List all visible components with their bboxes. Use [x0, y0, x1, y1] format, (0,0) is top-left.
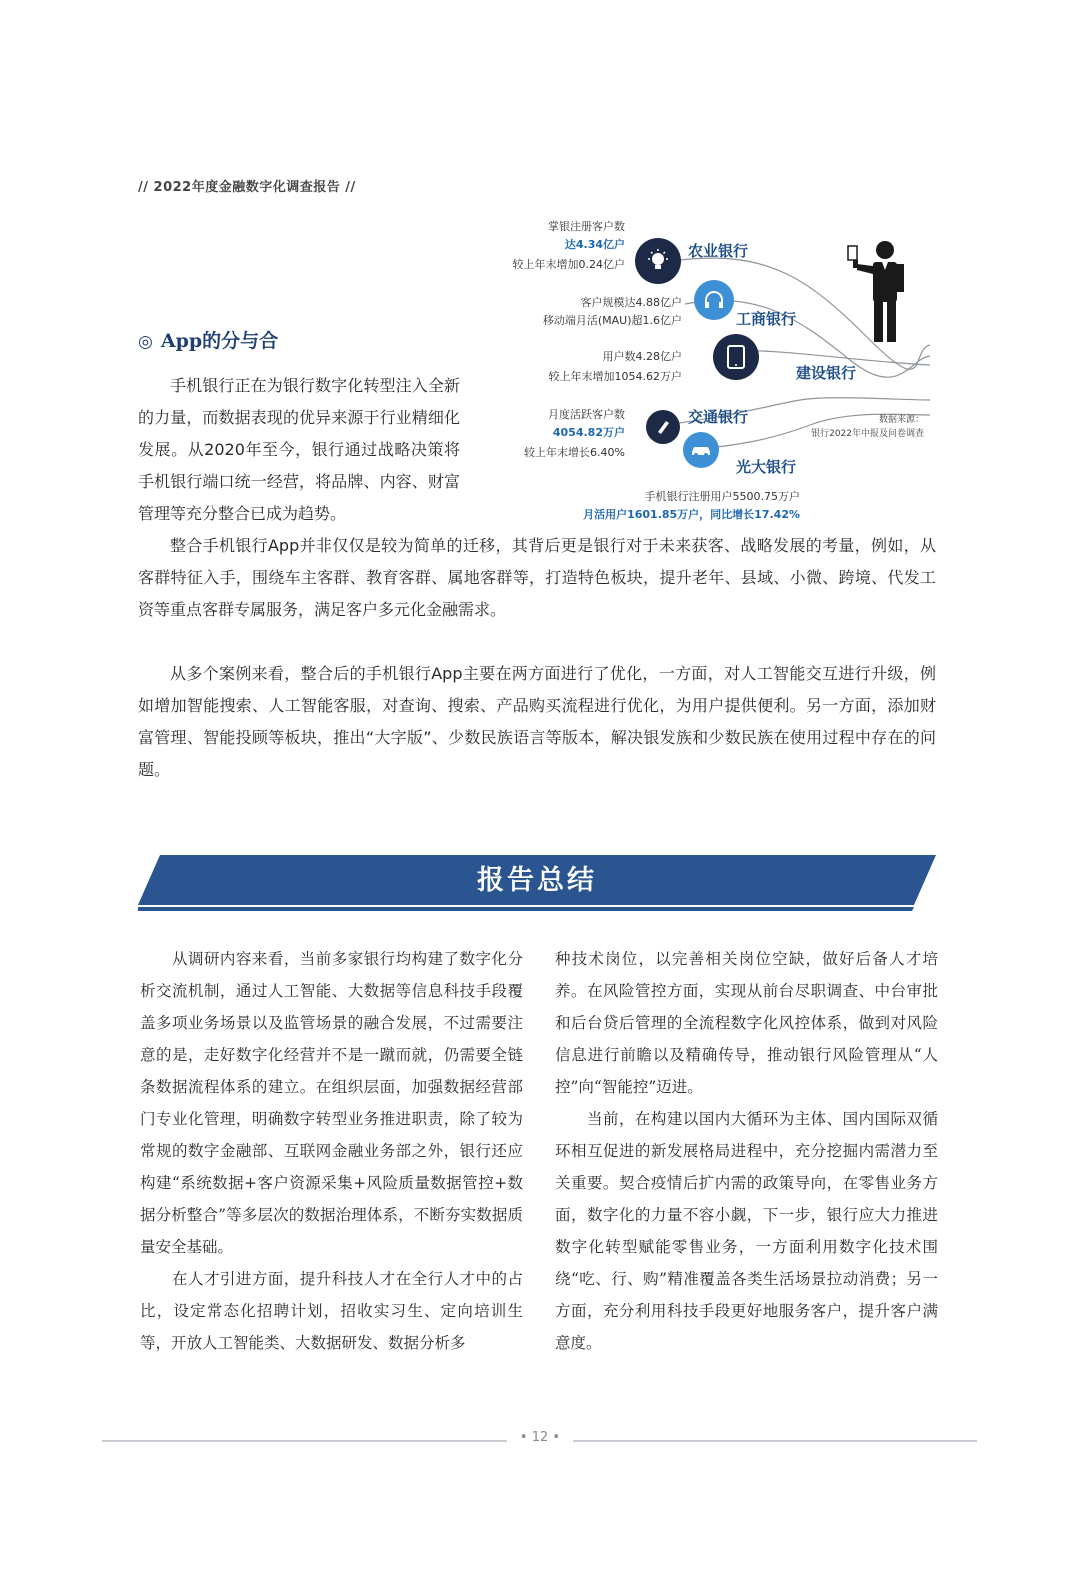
- report-header: // 2022年度金融数字化调查报告 //: [138, 180, 356, 195]
- source-text: 银行2022年中报及问卷调查: [811, 429, 924, 439]
- abc-line3: 较上年末增加0.24亿户: [512, 258, 625, 271]
- ceb-line1: 手机银行注册用户5500.75万户: [644, 490, 800, 503]
- pen-icon: [646, 410, 680, 444]
- bocom-line1: 月度活跃客户数: [548, 408, 625, 421]
- summary-column-right: [555, 943, 938, 1359]
- bocom-line2: 4054.82万户: [552, 426, 625, 439]
- bank-ceb: 光大银行: [736, 458, 797, 476]
- abc-line2: 达4.34亿户: [564, 238, 625, 251]
- car-icon: [683, 432, 719, 468]
- bank-abc: 农业银行: [688, 242, 749, 260]
- source-label: 数据来源：: [878, 415, 924, 425]
- summary-column-left: [140, 943, 523, 1359]
- footer-divider-left: [102, 1440, 507, 1442]
- summary-right-p2: 当前，在构建以国内大循环为主体、国内国际双循环相互促进的新发展格局进程中，充分挖掘内需潜力至关重要。契合疫情后扩内需的政策导向，在零售业务方面，数字化的力量不容小觑，下一步，银行应大力推进数字化转型赋能零售业务，一方面利用数字化技术围绕“吃、行、购”精准覆盖各类生活场景拉动消费；另一方面，充分利用科技手段更好地服务客户，提升客户满意度。: [555, 1110, 938, 1352]
- icbc-line2: 移动端月活(MAU)超1.6亿户: [542, 314, 682, 327]
- bank-bocom: 交通银行: [688, 408, 749, 426]
- ccb-line1: 用户数4.28亿户: [602, 350, 682, 363]
- banner-title: 报告总结: [477, 865, 597, 896]
- icbc-line1: 客户规模达4.88亿户: [580, 296, 682, 309]
- bank-icbc: 工商银行: [736, 310, 797, 328]
- lightbulb-icon: [635, 238, 681, 284]
- ccb-line2: 较上年末增加1054.62万户: [548, 370, 682, 383]
- summary-left-p2: 在人才引进方面，提升科技人才在全行人才中的占比，设定常态化招聘计划，招收实习生、定向培训生等，开放人工智能类、大数据研发、数据分析多: [140, 1270, 523, 1352]
- summary-right-p1: 种技术岗位，以完善相关岗位空缺，做好后备人才培养。在风险管控方面，实现从前台尽职调查、中台审批和后台贷后管理的全流程数字化风控体系，做到对风险信息进行前瞻以及精确传导，推动银行风险管理从“人控”向“智能控”迈进。: [555, 950, 938, 1096]
- section-marker: ◎: [138, 332, 153, 352]
- page-number: • 12 •: [519, 1430, 561, 1445]
- section-title: [138, 326, 278, 353]
- summary-left-p1: 从调研内容来看，当前多家银行均构建了数字化分析交流机制，通过人工智能、大数据等信息科技手段覆盖多项业务场景以及监管场景的融合发展，不过需要注意的是，走好数字化经营并不是一蹴而就，仍需要全链条数据流程体系的建立。在组织层面，加强数据经营部门专业化管理，明确数字转型业务推进职责，除了较为常规的数字金融部、互联网金融业务部之外，银行还应构建“系统数据+客户资源采集+风险质量数据管控+数据分析整合”等多层次的数据治理体系，不断夯实数据质量安全基础。: [140, 950, 523, 1256]
- footer-divider-right: [573, 1440, 977, 1442]
- bocom-line3: [524, 444, 625, 460]
- summary-banner: [138, 855, 936, 913]
- headphones-icon: [694, 280, 734, 320]
- paragraph-2: 整合手机银行App并非仅仅是较为简单的迁移，其背后更是银行对于未来获客、战略发展的考量，例如，从客群特征入手，围绕车主客群、教育客群、属地客群等，打造特色板块，提升老年、县域、小微、跨境、代发工资等重点客群专属服务，满足客户多元化金融需求。: [138, 536, 936, 619]
- bank-ccb: 建设银行: [796, 364, 857, 382]
- abc-line1: 掌银注册客户数: [548, 220, 625, 233]
- bank-app-infographic: [480, 210, 940, 530]
- paragraph-1: 手机银行正在为银行数字化转型注入全新的力量，而数据表现的优异来源于行业精细化发展。从2020年至今，银行通过战略决策将手机银行端口统一经营，将品牌、内容、财富管理等充分整合已成为趋势。: [138, 376, 460, 523]
- tablet-icon: [713, 334, 759, 380]
- bocom-line3-text: 较上年末增长6.40%: [524, 446, 625, 459]
- businessman-figure: [845, 240, 925, 350]
- ceb-line2: 月活用户1601.85万户，同比增长17.42%: [583, 508, 800, 521]
- paragraph-3: 从多个案例来看，整合后的手机银行App主要在两方面进行了优化，一方面，对人工智能交互进行升级，例如增加智能搜索、人工智能客服，对查询、搜索、产品购买流程进行优化，为用户提供便利。另一方面，添加财富管理、智能投顾等板块，推出“大字版”、少数民族语言等版本，解决银发族和少数民族在使用过程中存在的问题。: [138, 664, 936, 779]
- section-title-text: App的分与合: [160, 330, 279, 352]
